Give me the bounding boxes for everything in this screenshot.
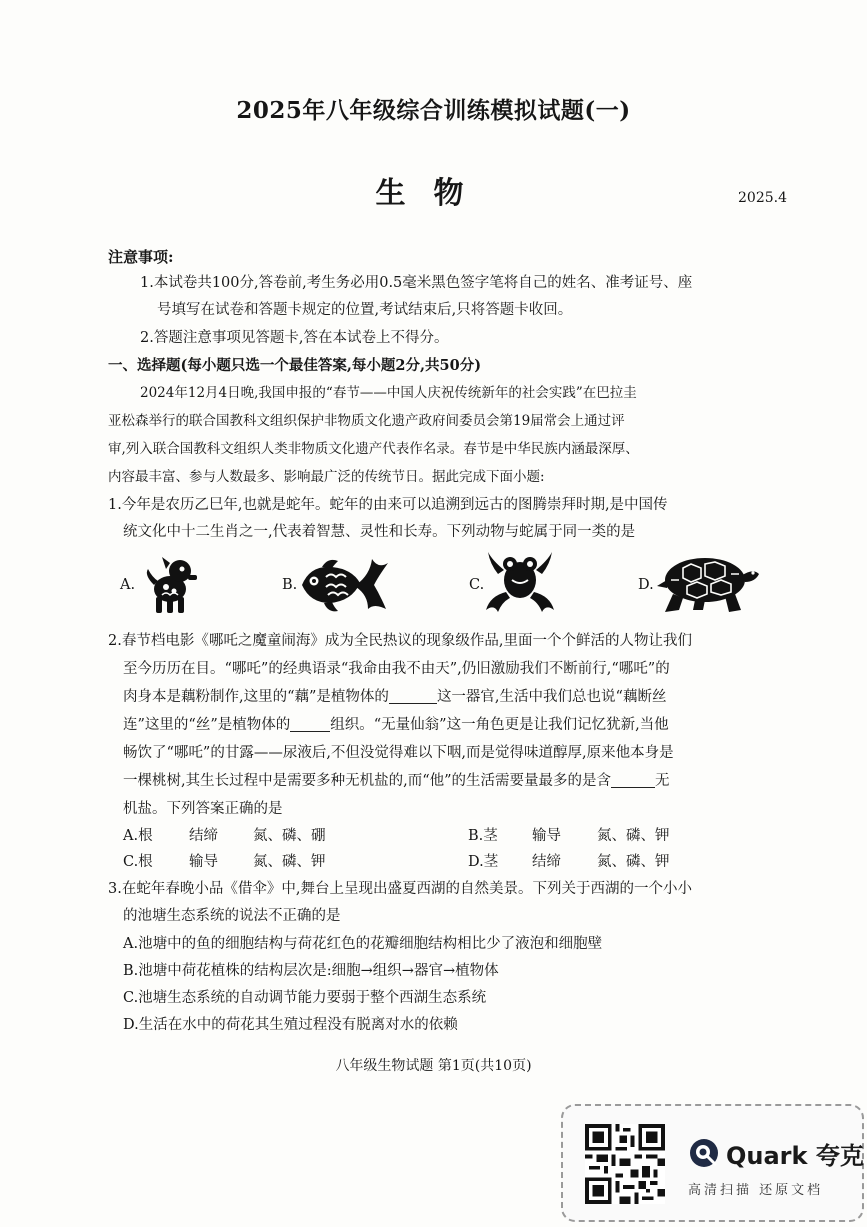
quark-brand <box>688 1136 864 1200</box>
q2-line-7: 机盐。下列答案正确的是 <box>123 801 283 817</box>
quark-tagline: 高清扫描 还原文档 <box>688 1183 824 1198</box>
subject-title: 生物 <box>375 176 492 211</box>
q2-line-1: 2.春节档电影《哪吒之魔童闹海》成为全民热议的现象级作品,里面一个个鲜活的人物让我们 <box>108 633 692 649</box>
q2-line-6-text-b: 无 <box>655 773 670 789</box>
notice-heading: 注意事项: <box>108 248 174 266</box>
fish-papercut-icon <box>298 555 390 615</box>
q1-option-d-letter: D. <box>638 577 654 593</box>
page-footer: 八年级生物试题 第1页(共10页) <box>335 1058 532 1074</box>
q1-line-1: 1.今年是农历乙巳年,也就是蛇年。蛇年的由来可以追溯到远古的图腾崇拜时期,是中国传 <box>108 497 668 513</box>
turtle-papercut-icon <box>655 550 763 618</box>
answer-blank-3[interactable] <box>611 771 655 788</box>
section-heading: 一、选择题(每小题只选一个最佳答案,每小题2分,共50分) <box>108 357 482 374</box>
q2-line-6-text-a: 一棵桃树,其生长过程中是需要多种无机盐的,而“他”的生活需要量最多的是含 <box>123 773 612 789</box>
q2-line-3 <box>123 684 666 710</box>
intro-line-3: 审,列入联合国教科文组织人类非物质文化遗产代表作名录。春节是中华民族内涵最深厚、 <box>108 441 639 457</box>
q1-option-a-letter: A. <box>120 577 136 593</box>
quark-logo-icon <box>688 1137 720 1169</box>
q2-line-4-text-b: 组织。“无量仙翁”这一角色更是让我们记忆犹新,当他 <box>330 717 669 733</box>
frog-papercut-icon <box>484 552 556 618</box>
exam-title: 2025年八年级综合训练模拟试题(一) <box>236 97 631 124</box>
q2-line-3-text-a: 肉身本是藕粉制作,这里的“藕”是植物体的 <box>123 689 389 705</box>
notice-item-2: 2.答题注意事项见答题卡,答在本试卷上不得分。 <box>140 330 449 346</box>
q1-line-2: 统文化中十二生肖之一,代表着智慧、灵性和长寿。下列动物与蛇属于同一类的是 <box>123 524 636 540</box>
q2-line-6 <box>123 768 670 794</box>
exam-date: 2025.4 <box>738 190 787 206</box>
answer-blank-1[interactable] <box>389 687 437 704</box>
q2-line-3-text-b: 这一器官,生活中我们总也说“藕断丝 <box>436 689 667 705</box>
answer-blank-2[interactable] <box>290 715 330 732</box>
q3-option-a: A.池塘中的鱼的细胞结构与荷花红色的花瓣细胞结构相比少了液泡和细胞壁 <box>123 936 603 952</box>
q3-option-b: B.池塘中荷花植株的结构层次是:细胞→组织→器官→植物体 <box>123 963 499 979</box>
q2-line-4 <box>123 712 669 738</box>
q2-option-d: D.茎 结缔 氮、磷、钾 <box>468 854 670 870</box>
intro-line-4: 内容最丰富、参与人数最多、影响最广泛的传统节日。据此完成下面小题: <box>108 469 545 485</box>
q2-option-b: B.茎 输导 氮、磷、钾 <box>468 828 670 844</box>
q2-option-a: A.根 结缔 氮、磷、硼 <box>123 828 326 844</box>
quark-watermark-badge <box>561 1104 864 1222</box>
q1-option-b-letter: B. <box>282 577 298 593</box>
q1-option-c-letter: C. <box>469 577 485 593</box>
qr-code-icon[interactable] <box>585 1124 665 1204</box>
quark-brand-name: Quark 夸克 <box>726 1142 864 1170</box>
q3-option-d: D.生活在水中的荷花其生殖过程没有脱离对水的依赖 <box>123 1017 458 1033</box>
q2-line-5: 畅饮了“哪吒”的甘露——尿液后,不但没觉得难以下咽,而是觉得味道醇厚,原来他本身是 <box>123 745 674 761</box>
q2-line-2: 至今历历在目。“哪吒”的经典语录“我命由我不由天”,仍旧激励我们不断前行,“哪吒”的 <box>123 661 670 677</box>
q3-option-c: C.池塘生态系统的自动调节能力要弱于整个西湖生态系统 <box>123 990 487 1006</box>
q3-line-2: 的池塘生态系统的说法不正确的是 <box>123 908 341 924</box>
intro-line-2: 亚松森举行的联合国教科文组织保护非物质文化遗产政府间委员会第19届常会上通过评 <box>108 413 625 429</box>
q3-line-1: 3.在蛇年春晚小品《借伞》中,舞台上呈现出盛夏西湖的自然美景。下列关于西湖的一个小小 <box>108 881 692 897</box>
notice-item-1-line-1: 1.本试卷共100分,答卷前,考生务必用0.5毫米黑色签字笔将自己的姓名、准考证号、座 <box>140 275 693 291</box>
q2-option-c: C.根 输导 氮、磷、钾 <box>123 854 326 870</box>
intro-line-1: 2024年12月4日晚,我国申报的“春节——中国人庆祝传统新年的社会实践”在巴拉圭 <box>140 385 637 401</box>
q2-line-4-text-a: 连”这里的“丝”是植物体的 <box>123 717 291 733</box>
dog-papercut-icon <box>140 555 200 615</box>
notice-item-1-line-2: 号填写在试卷和答题卡规定的位置,考试结束后,只将答题卡收回。 <box>157 302 573 318</box>
